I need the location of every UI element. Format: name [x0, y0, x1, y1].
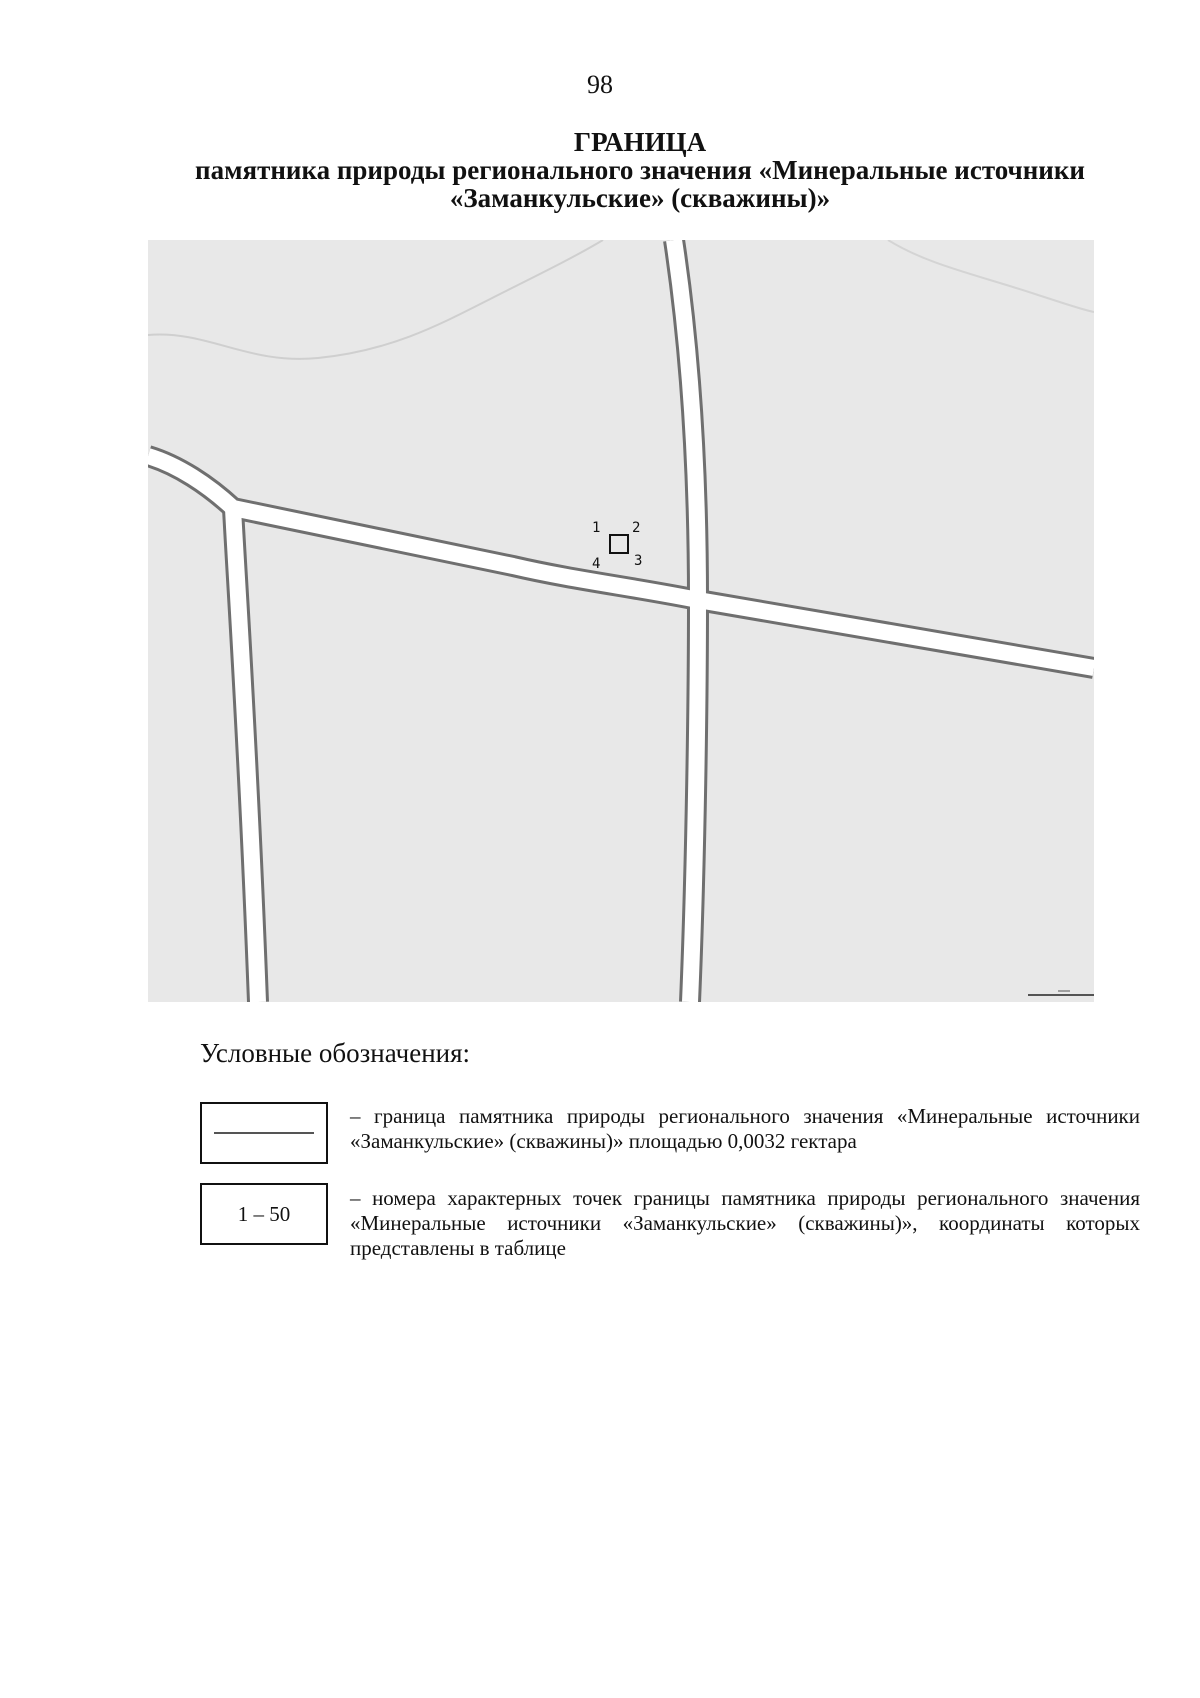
document-title [150, 128, 1130, 212]
title-line-2: памятника природы регионального значения «Минеральные источники [195, 155, 1085, 185]
legend-heading: Условные обозначения: [200, 1038, 471, 1068]
page-number: 98 [587, 70, 613, 99]
legend-boundary-description: – граница памятника природы регионального значения «Минеральные источники «Заманкульские» (скважины)» площадью 0,0032 гектара [350, 1104, 1140, 1153]
map-background [148, 240, 1094, 1002]
point-label-3: 3 [634, 553, 643, 569]
title-line-3: «Заманкульские» (скважины)» [449, 183, 831, 213]
boundary-line-sample-icon [214, 1132, 314, 1134]
map-canvas [148, 240, 1094, 1002]
point-label-1: 1 [592, 520, 601, 536]
point-label-4: 4 [592, 556, 601, 572]
legend-points-sample: 1 – 50 [200, 1183, 328, 1245]
point-label-2: 2 [632, 520, 641, 536]
boundary-map [148, 240, 1094, 1002]
title-line-1: ГРАНИЦА [573, 127, 707, 157]
legend-boundary-sample [200, 1102, 328, 1164]
legend-points-description: – номера характерных точек границы памятника природы регионального значения «Минеральные источники «Заманкульские» (скважины)», координаты которых представлены в таблице [350, 1186, 1140, 1260]
